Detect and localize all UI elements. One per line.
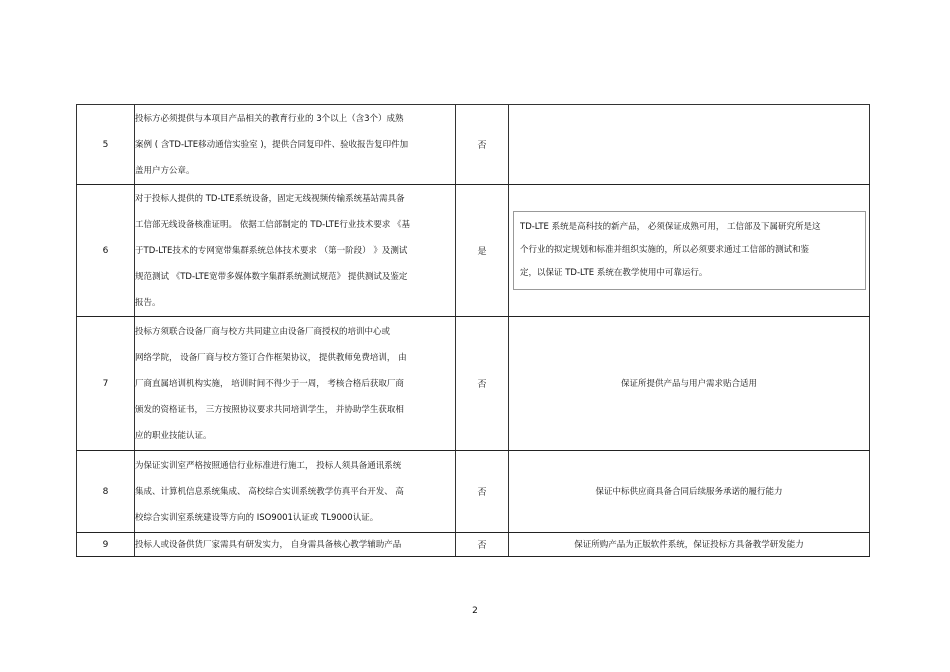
requirement-text — [135, 105, 456, 185]
note-cell: 保证中标供应商具备合同后续服务承诺的履行能力 — [509, 451, 870, 533]
deviation-cell: 否 — [456, 451, 509, 533]
note-cell — [509, 185, 870, 317]
table-row — [77, 533, 870, 557]
requirement-text — [135, 533, 456, 557]
deviation-cell: 是 — [456, 185, 509, 317]
requirement-text — [135, 317, 456, 451]
requirement-text — [135, 451, 456, 533]
note-cell: 保证所购产品为正版软件系统，保证投标方具备教学研发能力 — [509, 533, 870, 557]
note-line: 个行业的拟定规划和标准并组织实施的，所以必须要求通过工信部的测试和鉴 — [520, 245, 810, 255]
note-line: TD-LTE 系统是高科技的新产品， 必须保证成熟可用， 工信部及下属研究所是这 — [520, 222, 821, 232]
requirement-line: 网络学院， 设备厂商与校方签订合作框架协议， 提供教师免费培训， 由 — [135, 352, 407, 363]
requirement-line: 投标方必须提供与本项目产品相关的教育行业的 3个以上（含3个）成熟 — [135, 113, 404, 124]
requirement-line: 应的职业技能认证。 — [135, 430, 212, 441]
requirement-line: 对于投标人提供的 TD-LTE系统设备，固定无线视频传输系统基站需具备 — [135, 193, 405, 204]
requirements-table — [76, 104, 870, 557]
requirement-line: 投标人或设备供货厂家需具有研发实力， 自身需具备核心教学辅助产品 — [135, 539, 402, 550]
requirement-line: 案例 ( 含TD-LTE移动通信实验室 )，提供合同复印件、验收报告复印件加 — [135, 139, 409, 150]
row-number: 8 — [77, 451, 135, 533]
row-number: 9 — [77, 533, 135, 557]
table-row — [77, 185, 870, 317]
table-row — [77, 451, 870, 533]
requirement-line: 为保证实训室严格按照通信行业标准进行施工， 投标人须具备通讯系统 — [135, 460, 402, 471]
requirement-line: 盖用户方公章。 — [135, 165, 195, 176]
requirement-line: 投标方须联合设备厂商与校方共同建立由设备厂商授权的培训中心或 — [135, 326, 391, 337]
requirement-line: 报告。 — [135, 297, 161, 308]
requirement-line: 厂商直属培训机构实施， 培训时间不得少于一周， 考核合格后获取厂商 — [135, 378, 404, 389]
requirement-line: 集成、计算机信息系统集成、 高校综合实训系统教学仿真平台开发、 高 — [135, 486, 404, 497]
table-row — [77, 105, 870, 185]
requirement-line: 校综合实训室系统建设等方向的 ISO9001认证或 TL9000认证。 — [135, 512, 379, 523]
requirement-line: 工信部无线设备核准证明。 依据工信部制定的 TD-LTE行业技术要求 《基 — [135, 219, 411, 230]
note-box — [513, 211, 866, 290]
deviation-cell: 否 — [456, 317, 509, 451]
row-number: 6 — [77, 185, 135, 317]
deviation-cell: 否 — [456, 105, 509, 185]
requirement-line: 于TD-LTE技术的专网宽带集群系统总体技术要求 （第一阶段） 》及测试 — [135, 245, 408, 256]
page-number: 2 — [472, 606, 478, 616]
note-line: 定，以保证 TD-LTE 系统在教学使用中可靠运行。 — [520, 268, 708, 278]
deviation-cell: 否 — [456, 533, 509, 557]
requirement-text — [135, 185, 456, 317]
row-number: 5 — [77, 105, 135, 185]
note-cell — [509, 105, 870, 185]
note-cell: 保证所提供产品与用户需求贴合适用 — [509, 317, 870, 451]
table-row — [77, 317, 870, 451]
row-number: 7 — [77, 317, 135, 451]
requirement-line: 颁发的资格证书， 三方按照协议要求共同培训学生， 并协助学生获取相 — [135, 404, 404, 415]
requirement-line: 规范测试 《TD-LTE宽带多媒体数字集群系统测试规范》 提供测试及鉴定 — [135, 271, 408, 282]
